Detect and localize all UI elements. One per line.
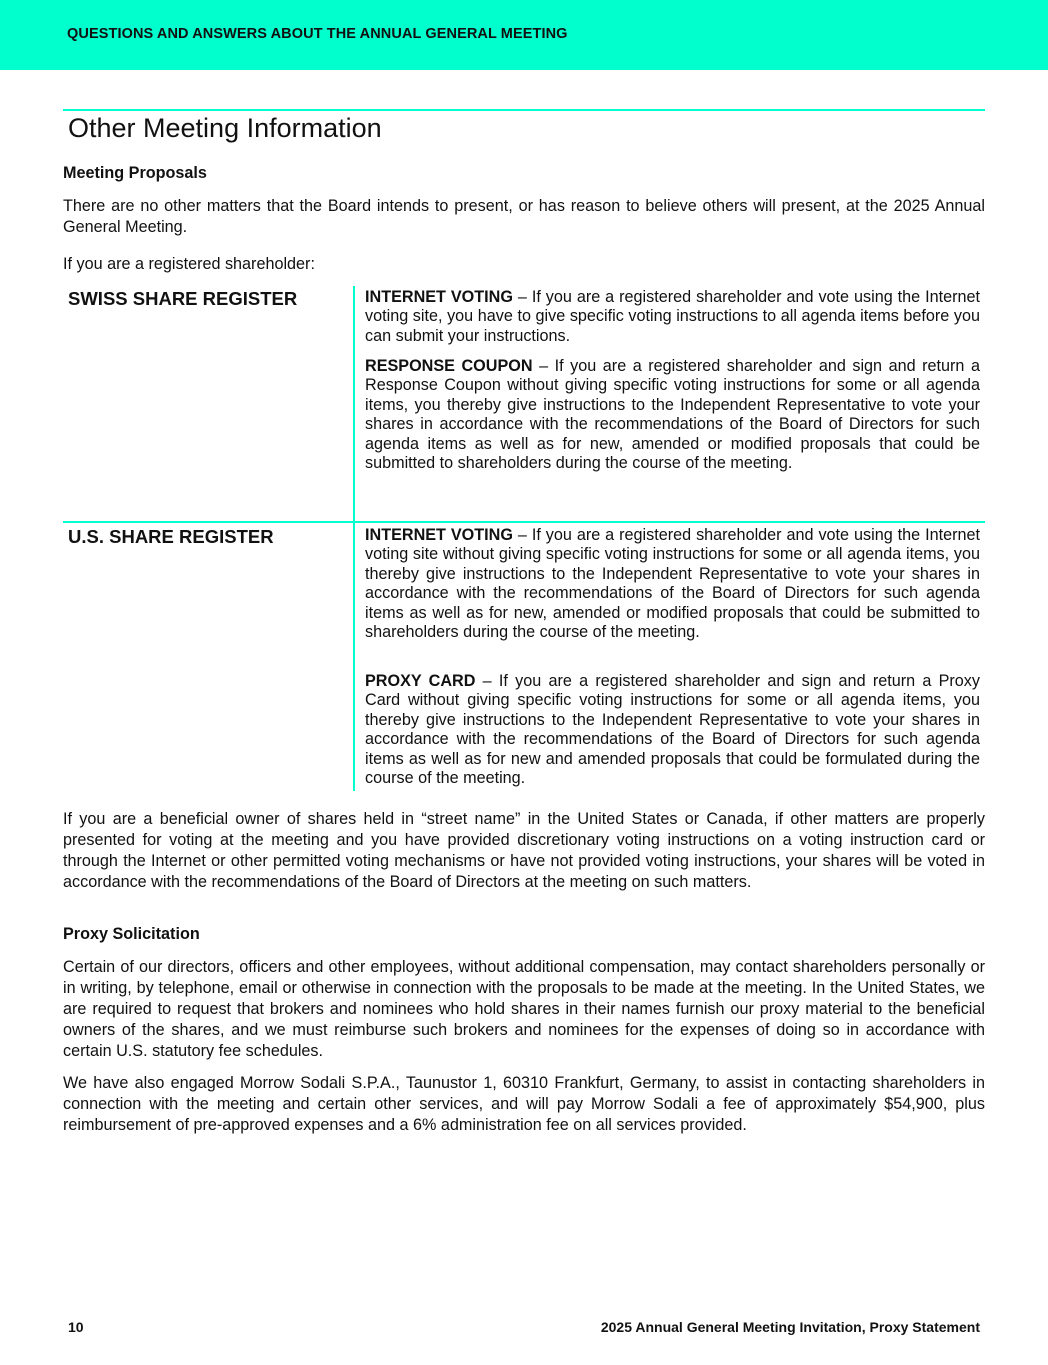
registered-shareholder-lead: If you are a registered shareholder: — [63, 255, 315, 273]
entry-term: INTERNET VOTING — [365, 288, 513, 306]
entry-text: – If you are a registered shareholder and sign and return a Proxy Card without giving specific voting instructions for some or all agenda items, you thereby give instructions to the Independent Representative to vote your shares in accordance with the recommendations of the Board of Directors for such agenda items as well as for new and amended proposals that could be formulated during the course of the meeting. — [365, 672, 980, 788]
meeting-proposals-heading: Meeting Proposals — [63, 164, 207, 182]
entry-text: – If you are a registered shareholder and sign and return a Response Coupon without giving specific voting instructions for some or all agenda items, you thereby give instructions to the Independent Representative to vote your shares in accordance with the recommendations of the Board of Directors for such agenda items as well as for new, amended or modified proposals that could be submitted to shareholders during the course of the meeting. — [365, 357, 980, 473]
banner-title: QUESTIONS AND ANSWERS ABOUT THE ANNUAL GENERAL MEETING — [67, 26, 568, 42]
swiss-register-label: SWISS SHARE REGISTER — [68, 288, 298, 309]
us-internet-voting-entry — [365, 526, 980, 642]
entry-text: – If you are a registered shareholder and vote using the Internet voting site without giving specific voting instructions for some or all agenda items, you thereby give instructions to the Independent Representative to vote your shares in accordance with the recommendations of the Board of Directors for such agenda items as well as for new, amended or modified proposals that could be submitted to shareholders during the course of the meeting. — [365, 526, 980, 642]
us-register-block — [63, 523, 985, 791]
page-title: Other Meeting Information — [68, 113, 382, 143]
us-register-label: U.S. SHARE REGISTER — [68, 526, 274, 547]
section-divider — [63, 109, 985, 111]
header-banner — [0, 0, 1048, 70]
proxy-solicitation-heading: Proxy Solicitation — [63, 925, 200, 943]
swiss-register-block — [63, 286, 985, 522]
entry-term: RESPONSE COUPON — [365, 357, 533, 375]
proxy-solicitation-paragraph-2: We have also engaged Morrow Sodali S.P.A., Taunustor 1, 60310 Frankfurt, Germany, to assist in contacting shareholders in connection with the meeting and certain other services, and will pay Morrow Sodali a fee of approximately $54,900, plus reimbursement of pre-approved expenses and a 6% administration fee on all services provided. — [63, 1074, 985, 1134]
register-divider-line — [353, 523, 355, 791]
footer-document-title: 2025 Annual General Meeting Invitation, Proxy Statement — [600, 1319, 980, 1335]
proxy-solicitation-paragraph-1: Certain of our directors, officers and other employees, without additional compensation, may contact shareholders personally or in writing, by telephone, email or otherwise in connection with the proposals to be made at the meeting. In the United States, we are required to request that brokers and nominees who hold shares in their names furnish our proxy material to the beneficial owners of the shares, and we must reimburse such brokers and nominees for the expenses of doing so in accordance with certain U.S. statutory fee schedules. — [63, 958, 985, 1060]
page-number: 10 — [68, 1319, 84, 1335]
entry-text: – If you are a registered shareholder and vote using the Internet voting site, you have to give specific voting instructions to all agenda items before you can submit your instructions. — [365, 288, 980, 345]
entry-term: PROXY CARD — [365, 672, 476, 690]
us-proxy-card-entry — [365, 672, 980, 788]
entry-term: INTERNET VOTING — [365, 526, 513, 544]
register-divider-line — [353, 286, 355, 522]
beneficial-owner-paragraph: If you are a beneficial owner of shares held in “street name” in the United States or Canada, if other matters are properly presented for voting at the meeting and you have provided discretionary voting instructions on a voting instruction card or through the Internet or other permitted voting mechanisms or have not provided voting instructions, your shares will be voted in accordance with the recommendations of the Board of Directors at the meeting on such matters. — [63, 810, 985, 891]
swiss-response-coupon-entry — [365, 357, 980, 473]
meeting-proposals-intro: There are no other matters that the Board intends to present, or has reason to believe others will present, at the 2025 Annual General Meeting. — [63, 197, 985, 236]
swiss-internet-voting-entry — [365, 288, 980, 346]
